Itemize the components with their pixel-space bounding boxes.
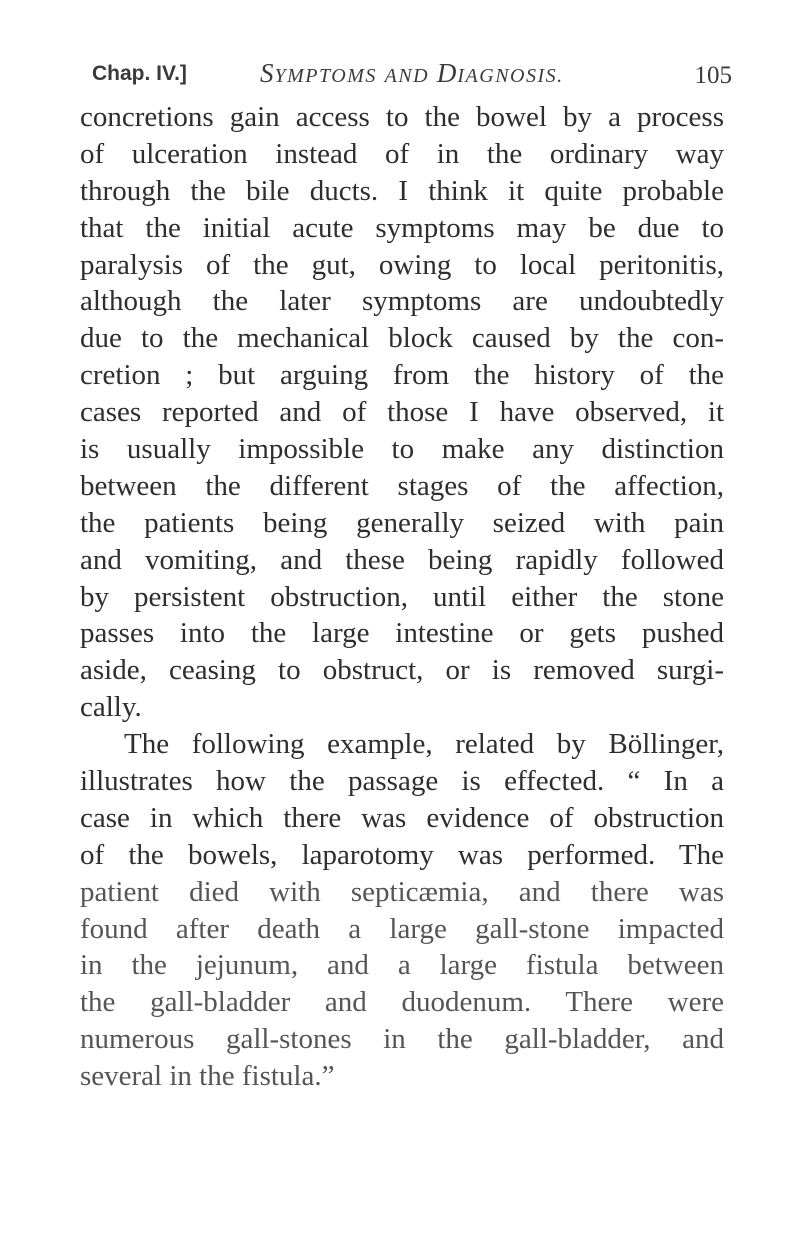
text-line: numerous gall-stones in the gall-bladder, and (80, 1023, 724, 1056)
text-line: cally. (80, 691, 142, 724)
text-line: cretion ; but arguing from the history of the (80, 359, 724, 392)
paragraph-1 (80, 99, 724, 726)
text-line: illustrates how the passage is effected. “ In a (80, 765, 724, 798)
text-line: in the jejunum, and a large fistula between (80, 949, 724, 982)
title-initial-s: S (260, 58, 275, 88)
text-line: The following example, related by Böllinger, (124, 728, 724, 761)
title-rest-symptoms: YMPTOMS (274, 65, 377, 87)
text-line: the gall-bladder and duodenum. There were (80, 986, 724, 1019)
text-line: and vomiting, and these being rapidly followed (80, 543, 724, 576)
text-line: the patients being generally seized with pain (80, 506, 724, 539)
text-line: is usually impossible to make any distinction (80, 433, 724, 466)
chapter-label: Chap. IV.] (92, 62, 187, 85)
text-line: case in which there was evidence of obstruction (80, 801, 724, 834)
text-line: found after death a large gall-stone impacted (80, 912, 724, 945)
running-header (92, 58, 732, 98)
text-line: by persistent obstruction, until either the stone (80, 580, 724, 613)
text-line: several in the fistula.” (80, 1060, 335, 1093)
text-line: between the different stages of the affection, (80, 469, 724, 502)
text-line: paralysis of the gut, owing to local peritonitis, (80, 248, 724, 281)
text-line: aside, ceasing to obstruct, or is removed surgi- (80, 654, 724, 687)
text-line: of ulceration instead of in the ordinary way (80, 137, 724, 170)
text-line: passes into the large intestine or gets pushed (80, 617, 724, 650)
text-line: that the initial acute symptoms may be due to (80, 211, 724, 244)
text-line: patient died with septicæmia, and there was (80, 875, 724, 908)
title-rest-diagnosis: IAGNOSIS. (457, 65, 564, 87)
title-word-and: AND (384, 65, 430, 87)
running-title (260, 58, 564, 89)
title-initial-d: D (436, 58, 458, 88)
text-line: due to the mechanical block caused by the con- (80, 322, 724, 355)
text-line: concretions gain access to the bowel by a process (80, 101, 724, 133)
paragraph-2 (80, 726, 724, 1095)
page-number: 105 (694, 62, 732, 89)
text-line: through the bile ducts. I think it quite probable (80, 174, 724, 207)
text-line: cases reported and of those I have observed, it (80, 396, 724, 429)
text-line: of the bowels, laparotomy was performed. The (80, 838, 724, 871)
body-text (80, 99, 724, 1095)
text-line: although the later symptoms are undoubtedly (80, 285, 724, 318)
